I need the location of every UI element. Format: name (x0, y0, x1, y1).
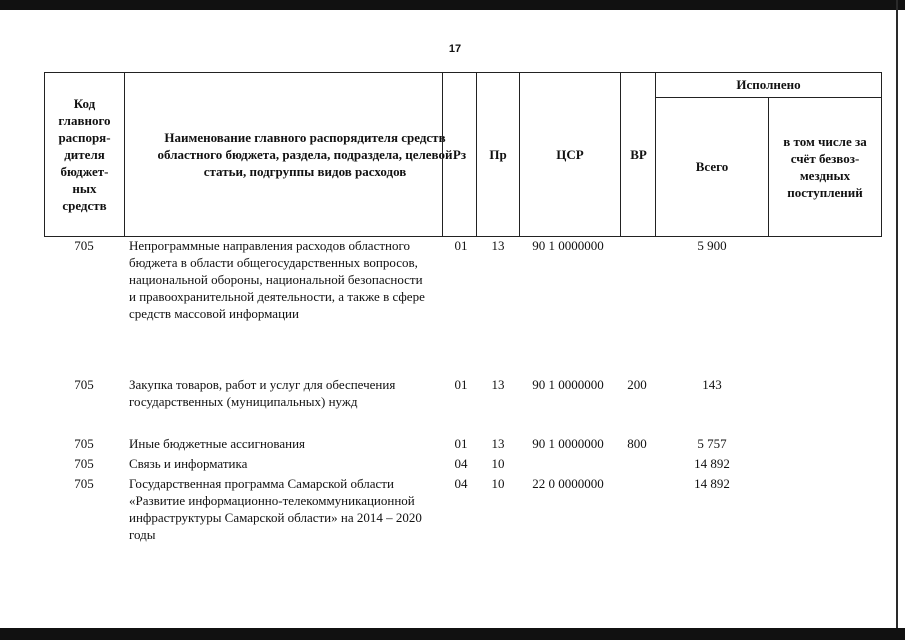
row-rz: 04 (454, 456, 468, 471)
row-pr: 10 (491, 476, 505, 491)
header-code: Код главного распоря-дителя бюджет-ных средств (58, 96, 111, 213)
row-pr: 13 (491, 238, 505, 253)
header-free-receipts: в том числе за счёт безвоз-мездных поступлений (768, 97, 881, 236)
row-total: 14 892 (694, 456, 730, 471)
row-pr: 13 (491, 436, 505, 451)
row-total: 5 900 (697, 238, 727, 253)
row-total: 143 (702, 377, 722, 392)
row-total: 5 757 (697, 436, 727, 451)
header-vr: ВР (620, 73, 656, 236)
header-rz: Рз (442, 73, 476, 236)
row-rz: 01 (454, 238, 468, 253)
scan-top-edge (0, 0, 905, 10)
row-pr: 10 (491, 456, 505, 471)
row-total: 14 892 (694, 476, 730, 491)
row-name: Иные бюджетные ассигнования (129, 436, 306, 451)
row-csr: 90 1 0000000 (532, 238, 604, 253)
header-name: Наименование главного распорядителя средств областного бюджета, раздела, подраздела, целевой статьи, подгруппы видов расходов (124, 73, 485, 236)
page-number: 17 (448, 43, 462, 55)
scan-right-edge (896, 0, 898, 640)
row-name: Связь и информатика (129, 456, 248, 471)
scan-bottom-edge (0, 628, 905, 640)
row-code: 705 (74, 377, 94, 392)
row-csr: 90 1 0000000 (532, 377, 604, 392)
row-code: 705 (74, 456, 94, 471)
row-rz: 01 (454, 377, 468, 392)
row-pr: 13 (491, 377, 505, 392)
row-rz: 01 (454, 436, 468, 451)
row-vr: 800 (627, 436, 647, 451)
header-total: Всего (655, 97, 768, 236)
header-pr: Пр (476, 73, 519, 236)
row-rz: 04 (454, 476, 468, 491)
header-executed: Исполнено (655, 72, 881, 98)
header-csr: ЦСР (519, 73, 620, 236)
row-code: 705 (74, 476, 94, 491)
row-vr: 200 (627, 377, 647, 392)
row-name: Непрограммные направления расходов областного бюджета в области общегосударственных вопросов, национальной обороны, национальной безопасности и правоохранительной деятельности, а также в сфере средств массовой информации (129, 238, 425, 321)
row-name: Закупка товаров, работ и услуг для обеспечения государственных (муниципальных) нужд (129, 377, 396, 409)
row-csr: 22 0 0000000 (532, 476, 604, 491)
row-csr: 90 1 0000000 (532, 436, 604, 451)
row-name: Государственная программа Самарской области «Развитие информационно-телекоммуникационной инфраструктуры Самарской области» на 2014 – 2020 годы (129, 476, 422, 542)
row-code: 705 (74, 436, 94, 451)
row-code: 705 (74, 238, 94, 253)
